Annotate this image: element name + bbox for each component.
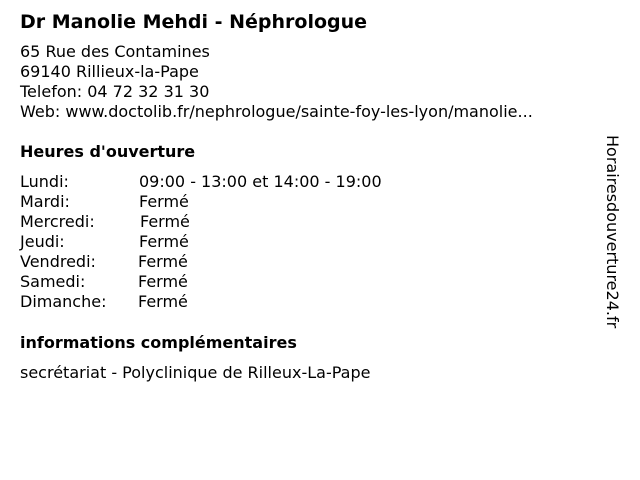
- hours-row: [20, 192, 600, 212]
- additional-info-heading: informations complémentaires: [20, 333, 297, 352]
- day-label: Mercredi:: [20, 212, 95, 231]
- day-hours: 09:00 - 13:00 et 14:00 - 19:00: [139, 172, 382, 191]
- address-street: 65 Rue des Contamines: [20, 42, 210, 61]
- day-label: Mardi:: [20, 192, 70, 211]
- address-city: 69140 Rillieux-la-Pape: [20, 62, 199, 81]
- website-link[interactable]: Web: www.doctolib.fr/nephrologue/sainte-foy-les-lyon/manolie...: [20, 102, 533, 121]
- day-label: Jeudi:: [20, 232, 65, 251]
- contact-block: [20, 42, 600, 122]
- day-label: Samedi:: [20, 272, 86, 291]
- hours-row: [20, 232, 600, 252]
- hours-row: [20, 272, 600, 292]
- opening-hours-table: [20, 172, 600, 312]
- hours-row: [20, 252, 600, 272]
- day-hours: Fermé: [140, 212, 190, 231]
- day-label: Dimanche:: [20, 292, 107, 311]
- hours-row: [20, 172, 600, 192]
- day-hours: Fermé: [138, 292, 188, 311]
- hours-row: [20, 212, 600, 232]
- day-hours: Fermé: [139, 192, 189, 211]
- doctor-card: [20, 9, 600, 383]
- hours-row: [20, 292, 600, 312]
- site-watermark: Horairesdouverture24.fr: [603, 135, 622, 329]
- additional-info-text: secrétariat - Polyclinique de Rilleux-La-Pape: [20, 363, 371, 382]
- doctor-name-heading: Dr Manolie Mehdi - Néphrologue: [20, 11, 368, 33]
- day-hours: Fermé: [138, 272, 188, 291]
- day-hours: Fermé: [138, 252, 188, 271]
- day-label: Vendredi:: [20, 252, 96, 271]
- opening-hours-heading: Heures d'ouverture: [20, 142, 196, 161]
- day-label: Lundi:: [20, 172, 69, 191]
- phone-number: Telefon: 04 72 32 31 30: [20, 82, 210, 101]
- day-hours: Fermé: [139, 232, 189, 251]
